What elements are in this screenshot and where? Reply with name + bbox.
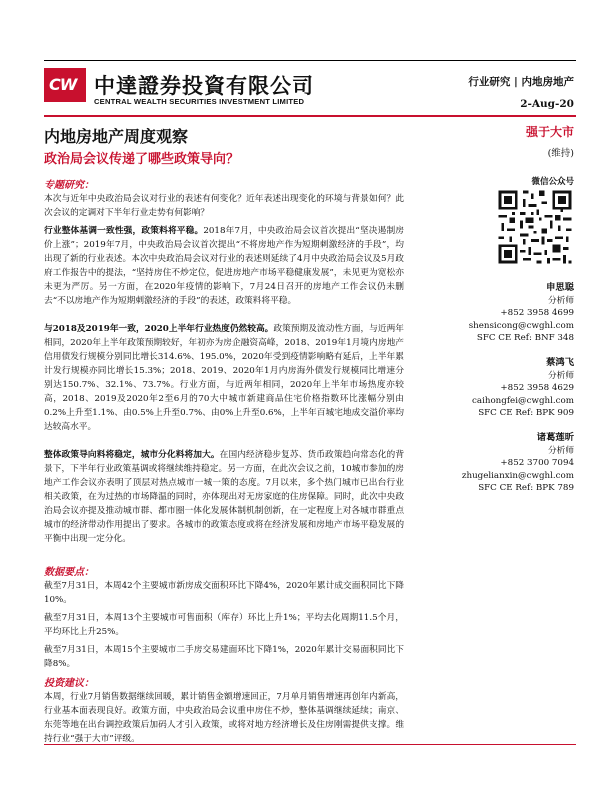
analyst-email[interactable]: caihongfei@cwghl.com bbox=[472, 395, 574, 406]
company-logo bbox=[44, 68, 86, 102]
data-item: 截至7月31日，本周13个主要城市可售面积（库存）环比上升1%；平均去化周期11.5个月，平均环比上升25%。 bbox=[44, 613, 404, 637]
analyst-sfc-ref: SFC CE Ref: BNF 348 bbox=[476, 333, 574, 343]
report-date: 2-Aug-20 bbox=[520, 98, 574, 110]
bottom-rule bbox=[44, 744, 576, 745]
analyst-phone: +852 3958 4699 bbox=[500, 308, 574, 318]
topic-paragraph-3 bbox=[44, 448, 404, 546]
analyst-title: 分析师 bbox=[547, 295, 574, 306]
analyst-card bbox=[434, 282, 574, 345]
topic-paragraph-2 bbox=[44, 322, 404, 434]
analyst-card bbox=[434, 432, 574, 495]
paragraph-3-lead: 整体政策导向料将稳定，城市分化料将加大。 bbox=[44, 450, 220, 460]
analyst-phone: +852 3958 4629 bbox=[500, 383, 574, 393]
header-rule bbox=[44, 115, 576, 117]
analyst-sfc-ref: SFC CE Ref: BPK 789 bbox=[478, 483, 574, 493]
topic-intro: 本次与近年中央政治局会议对行业的表述有何变化？近年表述出现变化的环境与背景如何？此次会议的定调对下半年行业走势有何影响？ bbox=[44, 194, 404, 218]
analyst-card bbox=[434, 357, 574, 420]
analyst-email[interactable]: zhugelianxin@cwghl.com bbox=[461, 470, 574, 481]
report-subtitle: 政治局会议传递了哪些政策导向？ bbox=[44, 152, 240, 167]
wechat-qr-code[interactable] bbox=[496, 188, 574, 266]
section-topic-label: 专题研究： bbox=[44, 180, 94, 191]
paragraph-3-body: 在国内经济稳步复苏、货币政策趋向常态化的背景下，下半年行业政策基调或将继续维持稳定。另一方面，在此次会议之前，10城市参加的房地产工作会议亦表明了顶层对热点城市一城一策的态度。7月以来，多个热门城市已出台行业相关政策，在为过热的市场降温的同时，亦体现出对无房家庭的住房保障。同时，此次中央政治局会议亦提及推动城市群、都市圈一体化发展体制机制创新，在一定程度上对各城市群重点城市的经济带动作用提出了要求。各城市的政策态度或将在经济发展和房地产市场平稳发展的平衡中出现一定分化。 bbox=[44, 450, 405, 544]
topic-paragraph-1 bbox=[44, 224, 404, 308]
logo-text: CW bbox=[49, 75, 77, 94]
paragraph-1-body: 2018年7月，中央政治局会议首次提出“坚决遏制房价上涨”；2019年7月，中央政治局会议首次提出“不将房地产作为短期刺激经济的手段”，均出现了新的行业表述。本次中央政治局会议对行业的表述则延续了4月中央政治局会议及5月政府工作报告中的提法，“坚持房住不炒定位，促进房地产市场平稳健康发展”，未见更为宽松亦未更为严厉。另一方面，在2020年疫情的影响下，7月24日召开的房地产工作会议仍未删去“不以房地产作为短期刺激经济的手段”的表述，政策料将平稳。 bbox=[44, 226, 405, 306]
rating-sub: (维持) bbox=[547, 148, 574, 159]
analyst-phone: +852 3700 7094 bbox=[500, 458, 574, 468]
analyst-name: 蔡鸿飞 bbox=[546, 357, 574, 368]
paragraph-2-lead: 与2018及2019年一致，2020上半年行业热度仍然较高。 bbox=[44, 324, 274, 334]
company-name-cn: 中達證券投資有限公司 bbox=[94, 74, 314, 98]
section-data-label: 数据要点： bbox=[44, 567, 94, 578]
paragraph-1-lead: 行业整体基调一致性强，政策料将平稳。 bbox=[44, 226, 204, 236]
analyst-name: 诸葛莲昕 bbox=[536, 432, 574, 443]
section-advice-label: 投资建议： bbox=[44, 678, 94, 689]
data-item: 截至7月31日，本周15个主要城市二手房交易建面环比下降1%，2020年累计交易面积同比下降8%。 bbox=[44, 645, 404, 669]
top-rule bbox=[44, 60, 576, 61]
analyst-title: 分析师 bbox=[547, 370, 574, 381]
data-item: 截至7月31日，本周42个主要城市新房成交面积环比下降4%，2020年累计成交面积同比下降10%。 bbox=[44, 581, 404, 605]
analyst-title: 分析师 bbox=[547, 445, 574, 456]
analyst-name: 申思聪 bbox=[546, 282, 574, 293]
company-name-en: CENTRAL WEALTH SECURITIES INVESTMENT LIMITED bbox=[94, 97, 305, 106]
analyst-sfc-ref: SFC CE Ref: BPK 909 bbox=[478, 408, 574, 418]
wechat-label: 微信公众号 bbox=[531, 177, 574, 187]
rating-label: 强于大市 bbox=[525, 125, 574, 139]
advice-paragraph: 本周，行业7月销售数据继续回暖，累计销售金额增速回正，7月单月销售增速再创年内新高，行业基本面表现良好。政策方面，中央政治局会议重申房住不炒，整体基调继续延续；南京、东莞等地在出台调控政策后加码人才引入政策，或将对地方经济增长及住房刚需提供支撑。维持行业“强于大市”评级。 bbox=[44, 692, 404, 744]
report-title: 内地房地产周度观察 bbox=[44, 127, 189, 146]
paragraph-2-body: 政策预期及流动性方面，与近两年相同，2020年上半年政策预期较好，年初亦为房企融资高峰，2018、2019年1月境内房地产信用债发行规模分别同比增长314.6%、195.0%，2020年受到疫情影响略有延后，上半年累计发行规模亦同比增长15.3%；2018、2019、2020年1月内房海外债发行规模同比增速分别达150.7%、32.1%、73.7%。行业方面，与近两年相同，2020年上半年市场热度亦较高，2018、2019及2020年2至6月的70大中城市新建商品住宅价格指数环比涨幅分别由0.2%上升至1.1%、由0.5%上升至0.7%、由0%上升至0.6%，上半年百城宅地成交溢价率均达较高水平。 bbox=[44, 324, 404, 432]
analyst-email[interactable]: shensicong@cwghl.com bbox=[468, 320, 574, 331]
report-category: 行业研究 | 内地房地产 bbox=[468, 76, 574, 88]
